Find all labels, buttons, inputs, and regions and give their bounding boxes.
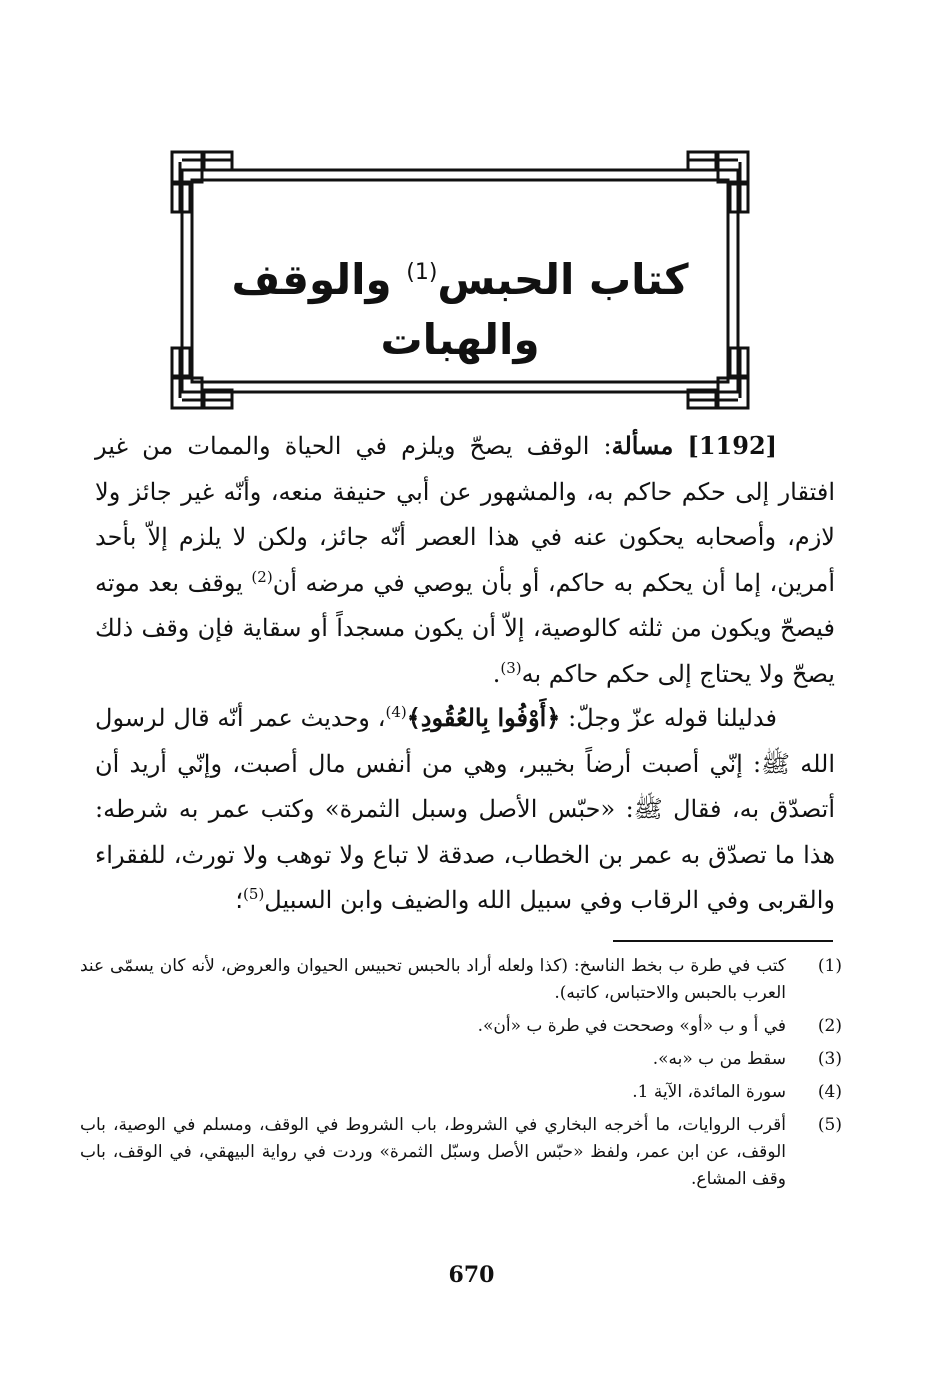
footnote-ref-3: (3) xyxy=(500,658,522,677)
footnote-ref-2: (2) xyxy=(251,567,273,586)
footnote-number: (2) xyxy=(817,1016,842,1036)
footnote-number: (3) xyxy=(817,1049,842,1069)
evidence-text-3: ؛ xyxy=(235,886,244,914)
footnote-text: أقرب الروايات، ما أخرجه البخاري في الشروط، باب الشروط في الوقف، ومسلم في الوصية، باب الوقف، عن ابن عمر، ولفظ «حبّس الأصل وسبّل الثمرة» وردت في رواية البيهقي، في الوقف، باب وقف المشاع. xyxy=(80,1115,786,1189)
masala-label: مسألة xyxy=(611,431,674,460)
footnote-4 xyxy=(80,1079,842,1106)
footnote-ref-1: (1) xyxy=(406,260,438,285)
chapter-title xyxy=(190,250,730,370)
footnote-text: كتب في طرة ب بخط الناسخ: (كذا ولعله أراد بالحبس تحبيس الحيوان والعروض، لأنه كان يسمّى عند العرب بالحبس والاحتباس، كاتبه). xyxy=(80,956,786,1003)
footnote-ref-5: (5) xyxy=(243,885,265,903)
footnote-5 xyxy=(80,1112,842,1193)
evidence-paragraph xyxy=(95,695,835,924)
footnote-1 xyxy=(80,953,842,1007)
footnote-3 xyxy=(80,1046,842,1073)
footnote-number: (4) xyxy=(817,1082,842,1102)
masala-number: [1192] xyxy=(687,431,777,460)
quran-verse: ﴿أَوْفُوا بِالعُقُودِ﴾ xyxy=(406,703,561,732)
chapter-title-part2: والوقف والهبات xyxy=(231,255,540,364)
masala-text-3: . xyxy=(492,659,501,688)
footnote-text: في أ و ب «أو» وصححت في طرة ب «أن». xyxy=(477,1016,786,1036)
footnote-2 xyxy=(80,1013,842,1040)
chapter-title-part1: كتاب الحبس xyxy=(437,255,689,304)
footnotes xyxy=(80,953,842,1199)
masala-text-2: يوقف بعد موته فيصحّ ويكون من ثلثه كالوصية، إلاّ أن يكون مسجداً أو سقاية فإن وقف ذلك يصحّ ولا يحتاج إلى حكم حاكم به xyxy=(95,568,835,688)
chapter-title-frame xyxy=(170,150,750,410)
footnote-ref-4: (4) xyxy=(385,703,407,721)
footnote-number: (5) xyxy=(817,1115,842,1135)
footnote-text: سورة المائدة، الآية 1. xyxy=(632,1082,786,1102)
footnote-number: (1) xyxy=(817,956,842,976)
footnote-divider xyxy=(613,940,833,942)
footnote-text: سقط من ب «به». xyxy=(652,1049,786,1069)
masala-text-1: : الوقف يصحّ ويلزم في الحياة والممات من غير افتقار إلى حكم حاكم به، والمشهور عن أبي حنيفة منعه، وأنّه غير جائز ولا لازم، وأصحابه يحكون عنه في هذا العصر أنّه جائز، ولكن لا يلزم إلاّ بأحد أمرين، إما أن يحكم به حاكم، أو بأن يوصي في مرضه أن xyxy=(95,432,836,597)
evidence-text-2: ، وحديث عمر أنّه قال لرسول الله ﷺ: إنّي أصبت أرضاً بخيبر، وهي من أنفس مال أصبت، وإنّي أريد أن أتصدّق به، فقال ﷺ: «حبّس الأصل وسبل الثمرة» وكتب عمر به شرطه: هذا ما تصدّق به عمر بن الخطاب، صدقة لا تباع ولا توهب ولا تورث، للفقراء والقربى وفي الرقاب وفي سبيل الله والضيف وابن السبيل xyxy=(95,704,835,914)
page-number: 670 xyxy=(448,1262,495,1288)
evidence-text-1: فدليلنا قوله عزّ وجلّ: xyxy=(560,704,777,732)
masala-paragraph xyxy=(95,423,835,697)
